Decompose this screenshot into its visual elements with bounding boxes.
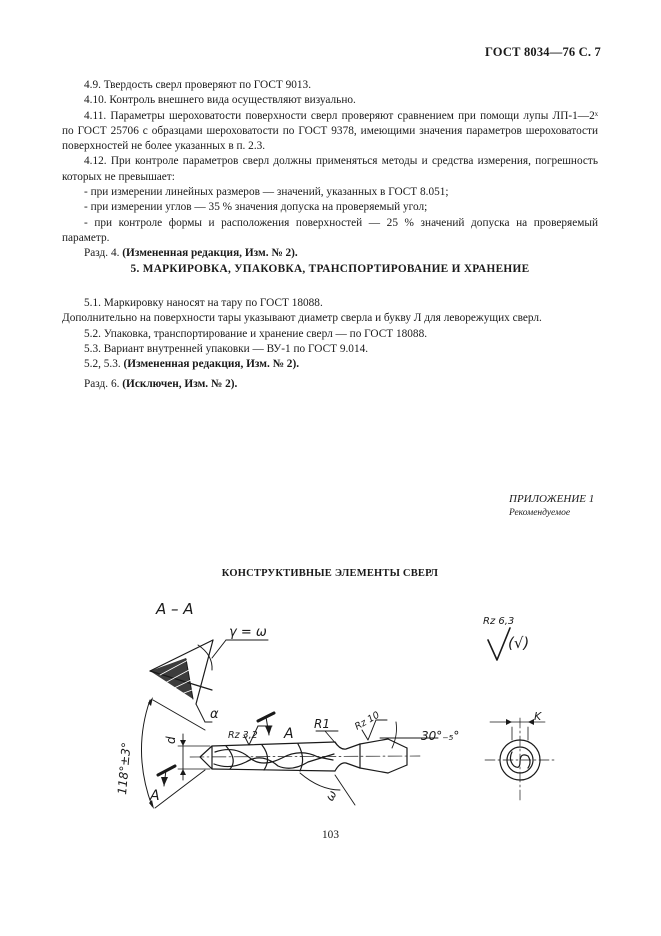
paragraph-5-2: 5.2. Упаковка, транспортирование и хранение сверл — по ГОСТ 18088. — [84, 327, 428, 340]
rz-general-label: Rz 6,3 — [483, 616, 515, 627]
gamma-label: γ = ω — [229, 625, 267, 640]
d-label: d — [164, 736, 178, 744]
bullet-angles: - при измерении углов — 35 % значения допуска на проверяемый угол; — [84, 201, 428, 214]
rz-paren-label: (√) — [508, 634, 530, 652]
note-bold: (Исключен, Изм. № 2). — [122, 378, 238, 390]
note-bold: (Измененная редакция, Изм. № 2). — [122, 247, 298, 260]
bullet-form: - при контроле формы и расположения поверхностей — 25 % значений допуска на проверяемый параметр. — [62, 216, 598, 244]
rz-neck-label: Rz 10 — [353, 709, 382, 733]
section-a-a-view — [150, 640, 268, 722]
point-angle-label: 118°±3° — [115, 741, 134, 796]
section-5-title: 5. МАРКИРОВКА, УПАКОВКА, ТРАНСПОРТИРОВАНИЕ И ХРАНЕНИЕ — [130, 263, 530, 275]
paragraph-5-1-extra: Дополнительно на поверхности тары указывают диаметр сверла и букву Л для леворежущих сверл. — [62, 312, 542, 325]
bullet-linear: - при измерении линейных размеров — значений, указанных в ГОСТ 8.051; — [84, 186, 449, 199]
figure-title: КОНСТРУКТИВНЫЕ ЭЛЕМЕНТЫ СВЕРЛ — [221, 568, 439, 579]
section-label: А – А — [156, 600, 194, 618]
drill-body — [190, 739, 420, 773]
omega-label: ω — [322, 787, 340, 804]
cut-label-top: А — [284, 726, 294, 742]
alpha-label: α — [210, 707, 219, 722]
cut-label-bottom: А — [150, 788, 160, 804]
cross-section-view — [485, 718, 555, 800]
note-prefix: Разд. 6. — [84, 378, 120, 390]
paragraph-4-12: 4.12. При контроле параметров сверл должны применяться методы и средства измерения, погрешность которых не превышает: — [62, 155, 598, 183]
cutting-plane-marks — [158, 713, 274, 786]
paragraph-4-11: 4.11. Параметры шероховатости поверхности сверл проверяют сравнением при помощи лупы ЛП-1—2ˣ по ГОСТ 25706 с образцами шероховатости по ГОСТ 9378, имеющими значения параметров шероховатости поверхностей не более указанных в п. 2.3. — [62, 109, 598, 153]
paragraph-4-10: 4.10. Контроль внешнего вида осуществляют визуально. — [84, 94, 356, 107]
paragraph-5-1: 5.1. Маркировку наносят на тару по ГОСТ 18088. — [84, 297, 323, 309]
note-prefix: Разд. 4. — [84, 247, 120, 260]
note-bold: (Измененная редакция, Изм. № 2). — [123, 358, 300, 371]
paragraph-4-9: 4.9. Твердость сверл проверяют по ГОСТ 9013. — [84, 79, 312, 91]
general-roughness-sign — [488, 628, 510, 660]
rz-flute-label: Rz 3,2 — [228, 730, 258, 741]
page-number: 103 — [322, 829, 339, 841]
appendix-subtitle: Рекомендуемое — [509, 508, 571, 518]
paragraph-5-3: 5.3. Вариант внутренней упаковки — ВУ-1 по ГОСТ 9.014. — [84, 342, 369, 355]
page-header: ГОСТ 8034—76 С. 7 — [484, 45, 601, 59]
appendix-title: ПРИЛОЖЕНИЕ 1 — [509, 493, 595, 505]
note-prefix: 5.2, 5.3. — [84, 358, 121, 371]
r1-label: R1 — [314, 717, 330, 731]
k-label: K — [534, 710, 542, 723]
tip-angle-label: 30°₋₅° — [421, 729, 460, 743]
